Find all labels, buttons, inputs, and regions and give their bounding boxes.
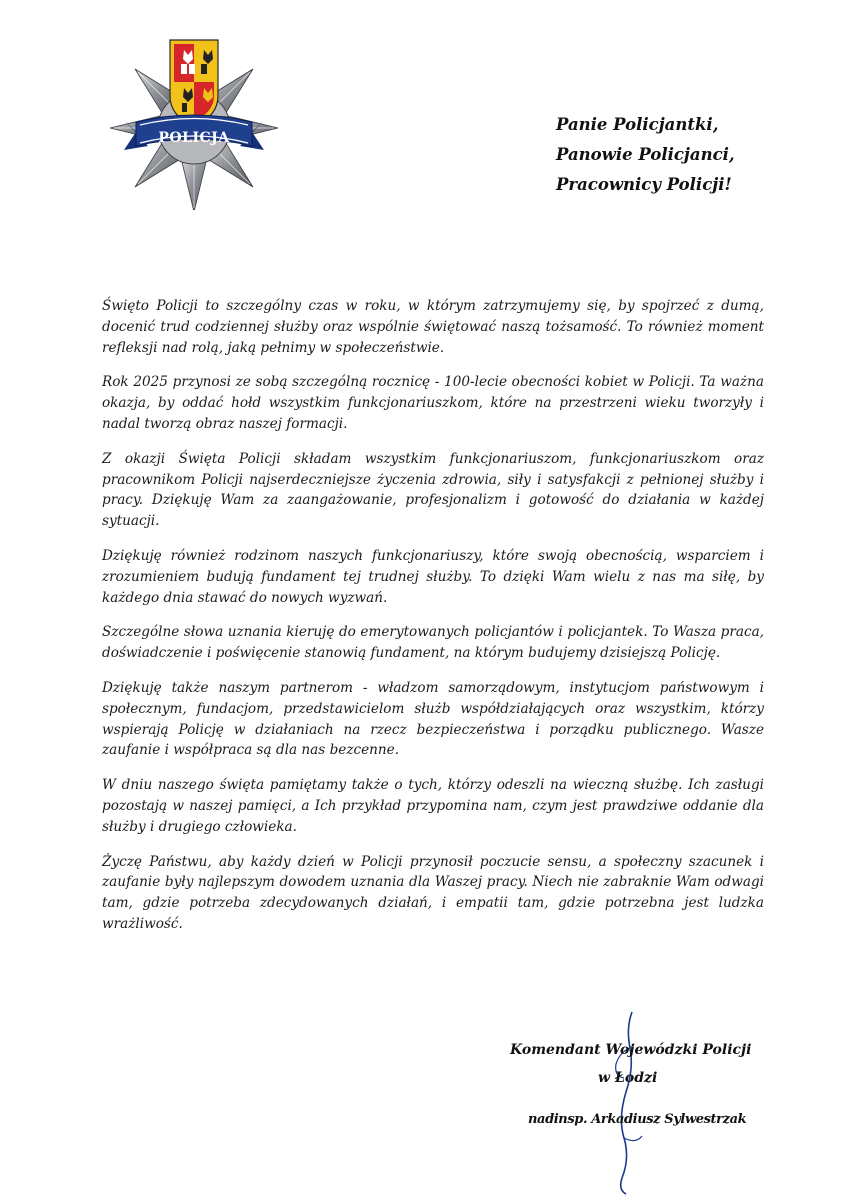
letter-body <box>102 296 764 949</box>
salutation-line: Panowie Policjanci, <box>556 145 735 164</box>
signature-city: w Łodzi <box>598 1070 658 1086</box>
paragraph: Rok 2025 przynosi ze sobą szczególną rocznicę - 100-lecie obecności kobiet w Policji. Ta ważna okazja, by oddać hołd wszystkim funkcjonariuszkom, które na przestrzeni wieku tworzyły i nadal tworzą obraz naszej formacji. <box>102 374 764 432</box>
paragraph: Życzę Państwu, aby każdy dzień w Policji przynosił poczucie sensu, a społeczny szacunek i zaufanie były najlepszym dowodem uznania dla Waszej pracy. Niech nie zabraknie Wam odwagi tam, gdzie potrzeba zdecydowanych działań, i empatii tam, gdzie potrzebna jest ludzka wrażliwość. <box>102 853 764 932</box>
paragraph: W dniu naszego święta pamiętamy także o tych, którzy odeszli na wieczną służbę. Ich zasługi pozostają w naszej pamięci, a Ich przykład przypomina nam, czym jest prawdziwe oddanie dla służby i drugiego człowieka. <box>102 777 764 835</box>
paragraph: Z okazji Święta Policji składam wszystkim funkcjonariuszom, funkcjonariuszkom oraz pracownikom Policji najserdeczniejsze życzenia zdrowia, siły i satysfakcji z pełnionej służby i pracy. Dziękuję Wam za zaangażowanie, profesjonalizm i gotowość do działania w każdej sytuacji. <box>102 450 764 530</box>
signature-name: nadinsp. Arkadiusz Sylwestrzak <box>528 1112 747 1127</box>
salutation <box>556 110 836 200</box>
salutation-line: Pracownicy Policji! <box>556 175 732 194</box>
paragraph: Dziękuję także naszym partnerom - władzom samorządowym, instytucjom państwowym i społecznym, fundacjom, przedstawicielom służb współdziałających oraz wszystkim, którzy wspierają Policję w działaniach na rzecz bezpieczeństwa i porządku publicznego. Wasze zaufanie i współpraca są dla nas bezcenne. <box>102 679 764 759</box>
paragraph: Święto Policji to szczególny czas w roku, w którym zatrzymujemy się, by spojrzeć z dumą, docenić trud codziennej służby oraz wspólnie świętować naszą tożsamość. To również moment refleksji nad rolą, jaką pełnimy w społeczeństwie. <box>102 298 764 356</box>
signature-stroke-icon <box>596 1008 656 1198</box>
salutation-line: Panie Policjantki, <box>556 115 719 134</box>
logo-text: POLICJA <box>158 130 230 146</box>
paragraph: Dziękuję również rodzinom naszych funkcjonariuszy, które swoją obecnością, wsparciem i zrozumieniem budują fundament tej trudnej służby. To dzięki Wam wielu z nas ma siłę, by każdego dnia stawać do nowych wyzwań. <box>102 547 764 606</box>
signature-title: Komendant Wojewódzki Policji <box>510 1042 752 1058</box>
police-star-badge-icon <box>108 38 280 210</box>
paragraph: Szczególne słowa uznania kieruję do emerytowanych policjantów i policjantek. To Wasza praca, doświadczenie i poświęcenie stanowią fundament, na którym budujemy dzisiejszą Policję. <box>102 624 764 662</box>
